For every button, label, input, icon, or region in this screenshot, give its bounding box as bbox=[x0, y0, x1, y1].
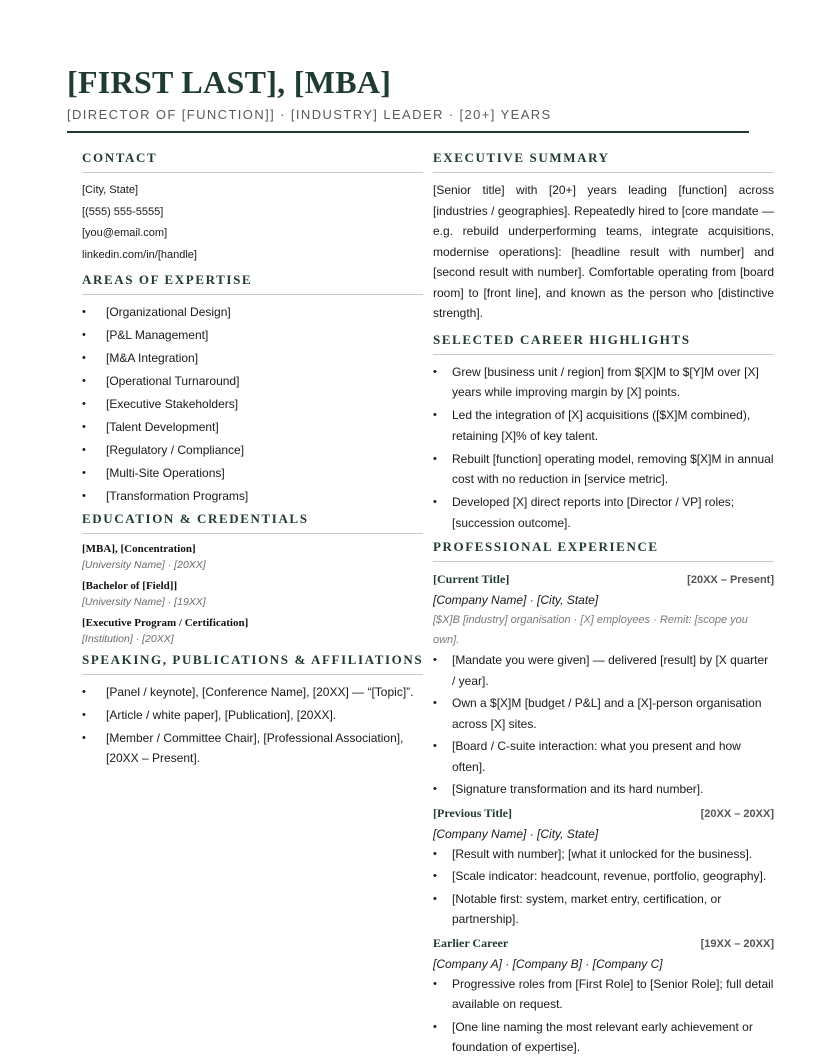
list-item: • [Mandate you were given] — delivered [result] by [X quarter / year]. bbox=[433, 650, 774, 691]
highlights-list bbox=[433, 362, 774, 534]
speaking-section bbox=[82, 652, 423, 769]
education-school: [Institution] · [20XX] bbox=[82, 632, 174, 645]
list-item: • [Board / C-suite interaction: what you present and how often]. bbox=[433, 736, 774, 777]
job-bullets bbox=[433, 650, 774, 800]
bullet-icon: • bbox=[433, 977, 437, 990]
job-entry bbox=[433, 933, 774, 1056]
education-section bbox=[82, 511, 423, 647]
list-item: • [Multi-Site Operations] bbox=[82, 463, 423, 484]
education-degree: [Bachelor of [Field]] bbox=[82, 579, 178, 592]
bullet-icon: • bbox=[433, 892, 437, 905]
job-header bbox=[433, 933, 774, 954]
bullet-icon: • bbox=[433, 452, 437, 465]
contact-phone: [(555) 555-5555] bbox=[82, 205, 164, 218]
contact-section bbox=[82, 150, 423, 266]
list-item: • Rebuilt [function] operating model, removing $[X]M in annual cost with no reduction in [service metric]. bbox=[433, 449, 774, 490]
bullet-icon: • bbox=[82, 398, 86, 410]
candidate-tagline: [DIRECTOR OF [FUNCTION]] · [INDUSTRY] LEADER · [20+] YEARS bbox=[67, 107, 552, 122]
bullet-icon: • bbox=[433, 783, 437, 795]
list-item: • Progressive roles from [First Role] to [Senior Role]; full detail available on request. bbox=[433, 974, 774, 1015]
bullet-icon: • bbox=[433, 409, 437, 421]
bullet-icon: • bbox=[82, 444, 86, 456]
contact-location: [City, State] bbox=[82, 184, 139, 196]
list-item: • [Scale indicator: headcount, revenue, portfolio, geography]. bbox=[433, 866, 774, 887]
list-item: • [Signature transformation and its hard number]. bbox=[433, 779, 774, 800]
list-item: • [M&A Integration] bbox=[82, 348, 423, 369]
list-item: • [Organizational Design] bbox=[82, 302, 423, 323]
bullet-icon: • bbox=[82, 685, 86, 698]
bullet-icon: • bbox=[82, 329, 86, 341]
list-item: • [Panel / keynote], [Conference Name], [20XX] — “[Topic]”. bbox=[82, 682, 423, 703]
job-entry bbox=[433, 569, 774, 800]
job-dates: [20XX – 20XX] bbox=[700, 807, 774, 820]
list-item: • Led the integration of [X] acquisitions ([$X]M combined), retaining [X]% of key talent. bbox=[433, 405, 774, 446]
summary-section bbox=[433, 150, 774, 324]
speaking-heading: SPEAKING, PUBLICATIONS & AFFILIATIONS bbox=[82, 652, 423, 675]
bullet-icon: • bbox=[82, 490, 86, 502]
list-item: • [Operational Turnaround] bbox=[82, 371, 423, 392]
summary-text: [Senior title] with [20+] years leading [function] across [industries / geographies]. Repeatedly hired to [core mandate — e.g. rebuild underperforming teams, integrate acquisitions, modernise operations]: [headline result with number] and [second result with number]. Comfortable operating from [board room] to [front line], and known as the person who [distinctive strength]. bbox=[433, 183, 774, 320]
education-heading: EDUCATION & CREDENTIALS bbox=[82, 511, 423, 534]
list-item: • Grew [business unit / region] from $[X]M to $[Y]M over [X] years while improving margin by [X] points. bbox=[433, 362, 774, 403]
contact-linkedin: linkedin.com/in/[handle] bbox=[82, 248, 197, 261]
bullet-icon: • bbox=[433, 654, 437, 666]
job-company: [Company Name] · [City, State] bbox=[433, 826, 599, 841]
education-school: [University Name] · [20XX] bbox=[82, 558, 206, 571]
experience-section bbox=[433, 539, 774, 1056]
speaking-list bbox=[82, 682, 423, 769]
bullet-icon: • bbox=[433, 740, 437, 752]
expertise-heading: AREAS OF EXPERTISE bbox=[82, 272, 423, 295]
highlights-heading: SELECTED CAREER HIGHLIGHTS bbox=[433, 332, 774, 355]
list-item: • [Executive Stakeholders] bbox=[82, 394, 423, 415]
list-item: • [Result with number]; [what it unlocked for the business]. bbox=[433, 844, 774, 865]
right-column bbox=[433, 150, 774, 1056]
bullet-icon: • bbox=[82, 467, 86, 479]
contact-heading: CONTACT bbox=[82, 150, 423, 173]
highlights-section bbox=[433, 332, 774, 534]
bullet-icon: • bbox=[433, 365, 437, 378]
bullet-icon: • bbox=[433, 1020, 437, 1033]
list-item: • [Talent Development] bbox=[82, 417, 423, 438]
expertise-list bbox=[82, 302, 423, 507]
job-dates: [20XX – Present] bbox=[687, 574, 774, 586]
job-header bbox=[433, 803, 774, 824]
list-item: • [One line naming the most relevant early achievement or foundation of expertise]. bbox=[433, 1017, 774, 1056]
list-item: • [Notable first: system, market entry, certification, or partnership]. bbox=[433, 889, 774, 930]
education-degree: [Executive Program / Certification] bbox=[82, 616, 249, 629]
education-degree: [MBA], [Concentration] bbox=[82, 542, 196, 555]
bullet-icon: • bbox=[82, 375, 86, 387]
expertise-section bbox=[82, 272, 423, 507]
candidate-name: [FIRST LAST], [MBA] bbox=[67, 64, 392, 100]
job-title: [Previous Title] bbox=[433, 805, 512, 820]
header-divider bbox=[67, 131, 749, 133]
job-company: [Company Name] · [City, State] bbox=[433, 593, 599, 607]
list-item: • [Member / Committee Chair], [Professional Association], [20XX – Present]. bbox=[82, 728, 423, 769]
bullet-icon: • bbox=[82, 306, 86, 318]
bullet-icon: • bbox=[433, 496, 437, 508]
job-dates: [19XX – 20XX] bbox=[700, 937, 774, 950]
left-column bbox=[82, 150, 423, 773]
summary-heading: EXECUTIVE SUMMARY bbox=[433, 150, 774, 173]
bullet-icon: • bbox=[82, 708, 86, 721]
bullet-icon: • bbox=[82, 731, 86, 744]
experience-heading: PROFESSIONAL EXPERIENCE bbox=[433, 539, 774, 562]
education-school: [University Name] · [19XX] bbox=[82, 595, 206, 608]
list-item: • Own a $[X]M [budget / P&L] and a [X]-person organisation across [X] sites. bbox=[433, 693, 774, 734]
job-title: Earlier Career bbox=[433, 935, 509, 950]
job-meta: [$X]B [industry] organisation · [X] employees · Remit: [scope you own]. bbox=[433, 614, 748, 646]
bullet-icon: • bbox=[433, 697, 437, 709]
list-item: • [P&L Management] bbox=[82, 325, 423, 346]
job-title: [Current Title] bbox=[433, 572, 510, 586]
job-company: [Company A] · [Company B] · [Company C] bbox=[433, 956, 663, 971]
list-item: • [Article / white paper], [Publication], [20XX]. bbox=[82, 705, 423, 726]
contact-email: [you@email.com] bbox=[82, 227, 168, 239]
list-item: • [Transformation Programs] bbox=[82, 486, 423, 507]
bullet-icon: • bbox=[433, 847, 437, 860]
job-bullets bbox=[433, 844, 774, 930]
list-item: • [Regulatory / Compliance] bbox=[82, 440, 423, 461]
list-item: • Developed [X] direct reports into [Director / VP] roles; [succession outcome]. bbox=[433, 492, 774, 533]
job-entry bbox=[433, 803, 774, 930]
bullet-icon: • bbox=[433, 870, 437, 882]
job-header bbox=[433, 569, 774, 590]
job-bullets bbox=[433, 974, 774, 1056]
bullet-icon: • bbox=[82, 352, 86, 364]
bullet-icon: • bbox=[82, 421, 86, 433]
